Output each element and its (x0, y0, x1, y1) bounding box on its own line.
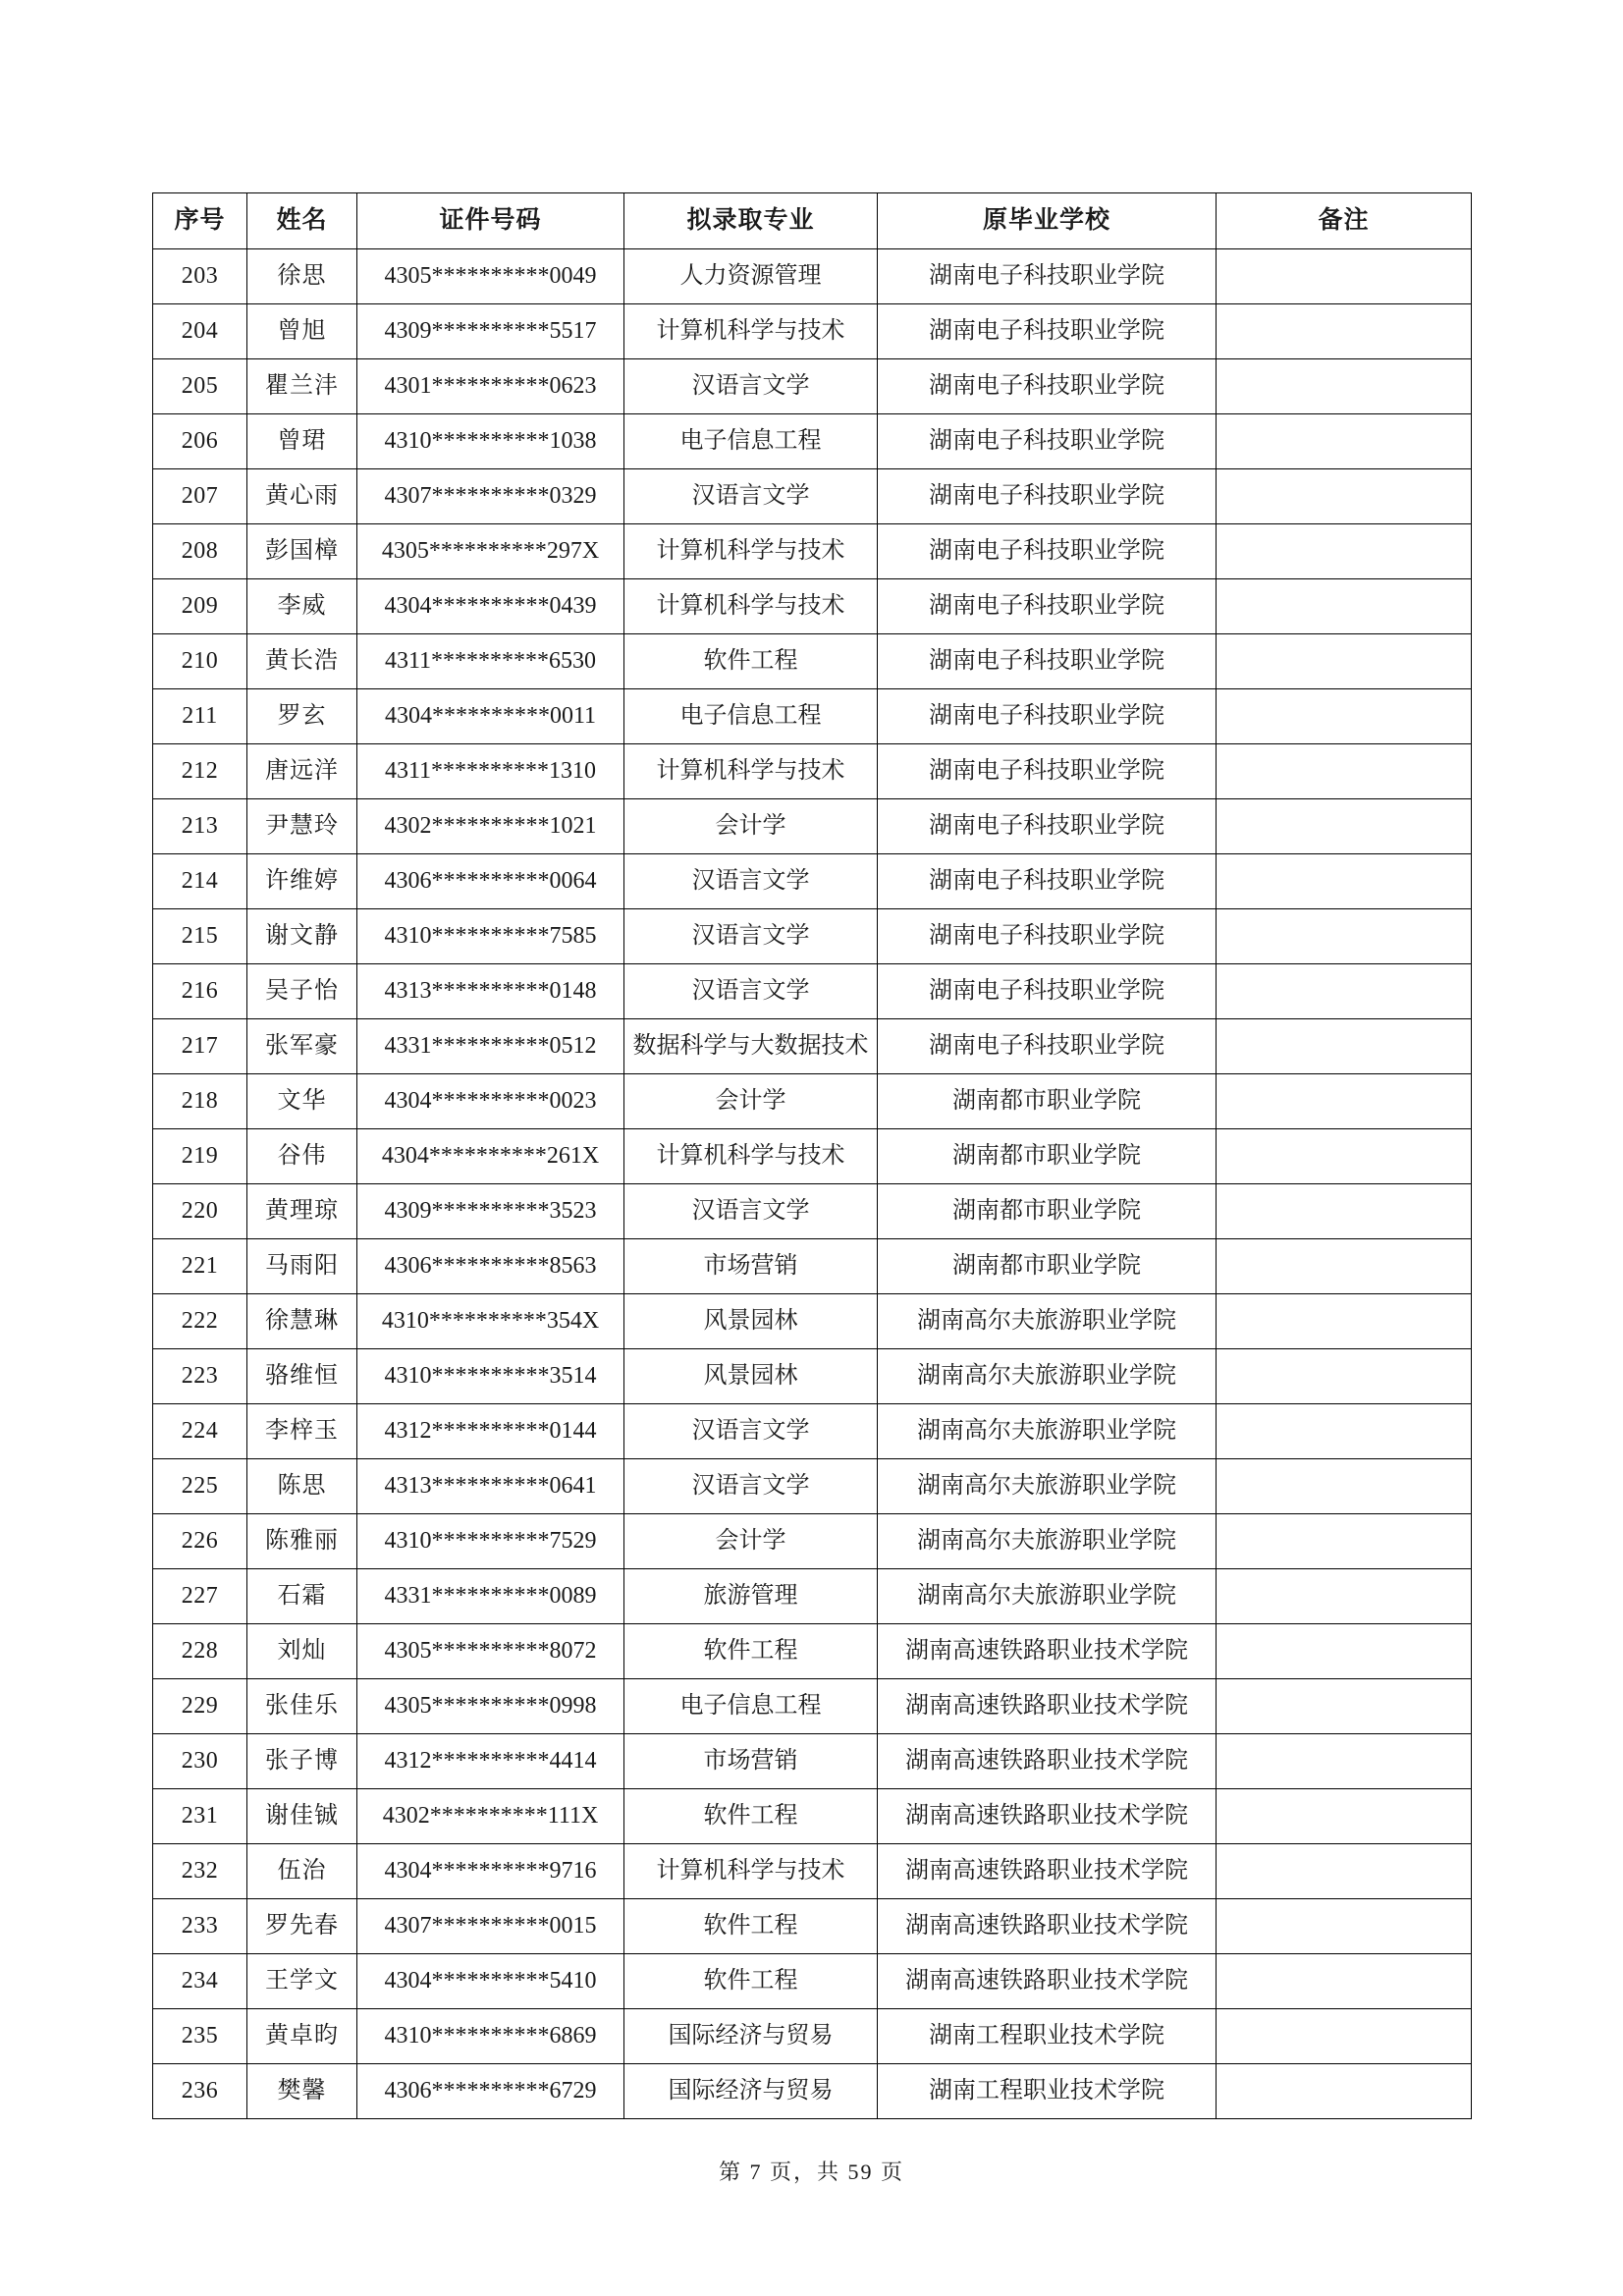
row-major: 人力资源管理 (624, 249, 878, 304)
row-name: 伍治 (247, 1844, 357, 1899)
row-remark (1217, 359, 1472, 414)
row-name: 谢佳铖 (247, 1789, 357, 1844)
row-remark (1217, 1899, 1472, 1954)
row-school: 湖南电子科技职业学院 (878, 249, 1217, 304)
row-major: 国际经济与贸易 (624, 2009, 878, 2064)
row-school: 湖南电子科技职业学院 (878, 469, 1217, 524)
row-name: 尹慧玲 (247, 799, 357, 854)
row-sequence: 211 (153, 689, 247, 744)
row-name: 许维婷 (247, 854, 357, 909)
row-sequence: 220 (153, 1184, 247, 1239)
row-id-number: 4301**********0623 (357, 359, 624, 414)
row-remark (1217, 579, 1472, 634)
row-school: 湖南工程职业技术学院 (878, 2009, 1217, 2064)
row-id-number: 4313**********0641 (357, 1459, 624, 1514)
row-major: 会计学 (624, 1514, 878, 1569)
table-row (153, 1019, 1472, 1074)
row-remark (1217, 1239, 1472, 1294)
row-id-number: 4309**********5517 (357, 304, 624, 359)
row-sequence: 226 (153, 1514, 247, 1569)
row-remark (1217, 964, 1472, 1019)
row-id-number: 4304**********0011 (357, 689, 624, 744)
row-remark (1217, 1074, 1472, 1129)
table-header-row (153, 193, 1472, 249)
row-school: 湖南工程职业技术学院 (878, 2064, 1217, 2119)
row-school: 湖南高尔夫旅游职业学院 (878, 1349, 1217, 1404)
row-sequence: 210 (153, 634, 247, 689)
row-major: 电子信息工程 (624, 689, 878, 744)
table-row (153, 304, 1472, 359)
row-major: 汉语言文学 (624, 854, 878, 909)
row-school: 湖南电子科技职业学院 (878, 744, 1217, 799)
row-id-number: 4312**********0144 (357, 1404, 624, 1459)
row-name: 王学文 (247, 1954, 357, 2009)
row-id-number: 4302**********1021 (357, 799, 624, 854)
row-name: 刘灿 (247, 1624, 357, 1679)
row-remark (1217, 1844, 1472, 1899)
table-row (153, 689, 1472, 744)
row-major: 会计学 (624, 1074, 878, 1129)
row-sequence: 223 (153, 1349, 247, 1404)
table-row (153, 524, 1472, 579)
table-row (153, 744, 1472, 799)
row-sequence: 205 (153, 359, 247, 414)
row-id-number: 4306**********0064 (357, 854, 624, 909)
row-sequence: 222 (153, 1294, 247, 1349)
row-id-number: 4304**********9716 (357, 1844, 624, 1899)
row-remark (1217, 689, 1472, 744)
row-remark (1217, 1404, 1472, 1459)
row-remark (1217, 1569, 1472, 1624)
row-sequence: 230 (153, 1734, 247, 1789)
row-sequence: 221 (153, 1239, 247, 1294)
row-name: 骆维恒 (247, 1349, 357, 1404)
row-name: 罗玄 (247, 689, 357, 744)
row-id-number: 4310**********354X (357, 1294, 624, 1349)
row-school: 湖南电子科技职业学院 (878, 909, 1217, 964)
row-name: 李梓玉 (247, 1404, 357, 1459)
table-row (153, 1074, 1472, 1129)
row-sequence: 216 (153, 964, 247, 1019)
row-sequence: 224 (153, 1404, 247, 1459)
row-remark (1217, 249, 1472, 304)
row-remark (1217, 2064, 1472, 2119)
row-major: 计算机科学与技术 (624, 304, 878, 359)
row-school: 湖南电子科技职业学院 (878, 689, 1217, 744)
row-sequence: 236 (153, 2064, 247, 2119)
table-row (153, 1954, 1472, 2009)
column-header-sequence: 序号 (153, 193, 247, 249)
row-sequence: 212 (153, 744, 247, 799)
row-sequence: 235 (153, 2009, 247, 2064)
row-school: 湖南都市职业学院 (878, 1129, 1217, 1184)
row-remark (1217, 1129, 1472, 1184)
row-remark (1217, 909, 1472, 964)
row-remark (1217, 1294, 1472, 1349)
row-major: 市场营销 (624, 1734, 878, 1789)
row-school: 湖南都市职业学院 (878, 1184, 1217, 1239)
row-name: 谷伟 (247, 1129, 357, 1184)
row-id-number: 4305**********0998 (357, 1679, 624, 1734)
table-row (153, 1129, 1472, 1184)
row-school: 湖南高速铁路职业技术学院 (878, 1734, 1217, 1789)
row-id-number: 4309**********3523 (357, 1184, 624, 1239)
table-row (153, 1459, 1472, 1514)
table-row (153, 469, 1472, 524)
row-sequence: 227 (153, 1569, 247, 1624)
row-remark (1217, 1184, 1472, 1239)
row-id-number: 4311**********1310 (357, 744, 624, 799)
column-header-school: 原毕业学校 (878, 193, 1217, 249)
table-row (153, 634, 1472, 689)
row-major: 软件工程 (624, 1899, 878, 1954)
admission-roster-table (152, 192, 1472, 2119)
row-remark (1217, 1679, 1472, 1734)
row-major: 数据科学与大数据技术 (624, 1019, 878, 1074)
row-school: 湖南高尔夫旅游职业学院 (878, 1569, 1217, 1624)
row-id-number: 4306**********8563 (357, 1239, 624, 1294)
row-sequence: 206 (153, 414, 247, 469)
row-school: 湖南高速铁路职业技术学院 (878, 1844, 1217, 1899)
table-row (153, 1789, 1472, 1844)
row-major: 计算机科学与技术 (624, 524, 878, 579)
row-sequence: 225 (153, 1459, 247, 1514)
row-remark (1217, 1459, 1472, 1514)
row-remark (1217, 744, 1472, 799)
row-school: 湖南电子科技职业学院 (878, 524, 1217, 579)
table-row (153, 1404, 1472, 1459)
row-remark (1217, 1019, 1472, 1074)
table-row (153, 1844, 1472, 1899)
row-school: 湖南电子科技职业学院 (878, 579, 1217, 634)
row-id-number: 4307**********0329 (357, 469, 624, 524)
row-name: 樊馨 (247, 2064, 357, 2119)
row-school: 湖南电子科技职业学院 (878, 1019, 1217, 1074)
table-row (153, 1184, 1472, 1239)
row-id-number: 4307**********0015 (357, 1899, 624, 1954)
page-number-label: 第 7 页，共 59 页 (718, 2159, 904, 2184)
row-name: 马雨阳 (247, 1239, 357, 1294)
table-row (153, 799, 1472, 854)
row-remark (1217, 1624, 1472, 1679)
row-major: 风景园林 (624, 1294, 878, 1349)
row-remark (1217, 2009, 1472, 2064)
row-id-number: 4310**********7529 (357, 1514, 624, 1569)
row-remark (1217, 469, 1472, 524)
row-major: 计算机科学与技术 (624, 744, 878, 799)
row-sequence: 215 (153, 909, 247, 964)
table-row (153, 414, 1472, 469)
row-id-number: 4305**********8072 (357, 1624, 624, 1679)
row-school: 湖南都市职业学院 (878, 1074, 1217, 1129)
row-major: 软件工程 (624, 1954, 878, 2009)
row-sequence: 219 (153, 1129, 247, 1184)
table-row (153, 579, 1472, 634)
row-major: 旅游管理 (624, 1569, 878, 1624)
row-sequence: 213 (153, 799, 247, 854)
row-remark (1217, 1734, 1472, 1789)
row-school: 湖南高速铁路职业技术学院 (878, 1954, 1217, 2009)
row-remark (1217, 1514, 1472, 1569)
table-row (153, 2009, 1472, 2064)
row-school: 湖南电子科技职业学院 (878, 304, 1217, 359)
row-school: 湖南高速铁路职业技术学院 (878, 1624, 1217, 1679)
row-name: 文华 (247, 1074, 357, 1129)
table-row (153, 1514, 1472, 1569)
table-row (153, 1679, 1472, 1734)
row-sequence: 217 (153, 1019, 247, 1074)
row-school: 湖南高速铁路职业技术学院 (878, 1789, 1217, 1844)
row-major: 软件工程 (624, 1789, 878, 1844)
column-header-id-number: 证件号码 (357, 193, 624, 249)
row-id-number: 4311**********6530 (357, 634, 624, 689)
table-row (153, 2064, 1472, 2119)
row-name: 张佳乐 (247, 1679, 357, 1734)
row-sequence: 214 (153, 854, 247, 909)
table-row (153, 909, 1472, 964)
row-sequence: 234 (153, 1954, 247, 2009)
row-school: 湖南高尔夫旅游职业学院 (878, 1514, 1217, 1569)
table-row (153, 1899, 1472, 1954)
row-id-number: 4305**********297X (357, 524, 624, 579)
row-id-number: 4302**********111X (357, 1789, 624, 1844)
row-major: 软件工程 (624, 634, 878, 689)
row-id-number: 4305**********0049 (357, 249, 624, 304)
row-major: 风景园林 (624, 1349, 878, 1404)
table-body (153, 249, 1472, 2119)
row-name: 唐远洋 (247, 744, 357, 799)
roster-table-container (152, 192, 1471, 2119)
row-id-number: 4310**********3514 (357, 1349, 624, 1404)
row-school: 湖南高尔夫旅游职业学院 (878, 1404, 1217, 1459)
column-header-major: 拟录取专业 (624, 193, 878, 249)
table-row (153, 249, 1472, 304)
row-major: 计算机科学与技术 (624, 579, 878, 634)
row-school: 湖南都市职业学院 (878, 1239, 1217, 1294)
row-major: 汉语言文学 (624, 964, 878, 1019)
row-school: 湖南高尔夫旅游职业学院 (878, 1459, 1217, 1514)
row-major: 汉语言文学 (624, 1459, 878, 1514)
row-name: 谢文静 (247, 909, 357, 964)
row-major: 电子信息工程 (624, 414, 878, 469)
row-remark (1217, 799, 1472, 854)
row-school: 湖南高速铁路职业技术学院 (878, 1679, 1217, 1734)
row-name: 李威 (247, 579, 357, 634)
table-header (153, 193, 1472, 249)
row-id-number: 4331**********0512 (357, 1019, 624, 1074)
row-name: 黄长浩 (247, 634, 357, 689)
row-remark (1217, 854, 1472, 909)
row-major: 汉语言文学 (624, 469, 878, 524)
row-sequence: 232 (153, 1844, 247, 1899)
row-sequence: 233 (153, 1899, 247, 1954)
row-remark (1217, 414, 1472, 469)
row-name: 黄心雨 (247, 469, 357, 524)
row-sequence: 208 (153, 524, 247, 579)
row-sequence: 209 (153, 579, 247, 634)
row-name: 陈雅丽 (247, 1514, 357, 1569)
table-row (153, 964, 1472, 1019)
row-id-number: 4310**********6869 (357, 2009, 624, 2064)
row-name: 张军豪 (247, 1019, 357, 1074)
row-sequence: 231 (153, 1789, 247, 1844)
row-school: 湖南高尔夫旅游职业学院 (878, 1294, 1217, 1349)
column-header-remark: 备注 (1217, 193, 1472, 249)
row-remark (1217, 524, 1472, 579)
row-id-number: 4304**********5410 (357, 1954, 624, 2009)
row-id-number: 4306**********6729 (357, 2064, 624, 2119)
row-major: 汉语言文学 (624, 1404, 878, 1459)
row-id-number: 4304**********0439 (357, 579, 624, 634)
row-sequence: 229 (153, 1679, 247, 1734)
table-row (153, 1624, 1472, 1679)
row-major: 国际经济与贸易 (624, 2064, 878, 2119)
row-major: 软件工程 (624, 1624, 878, 1679)
row-school: 湖南电子科技职业学院 (878, 799, 1217, 854)
row-id-number: 4331**********0089 (357, 1569, 624, 1624)
row-name: 瞿兰沣 (247, 359, 357, 414)
row-name: 黄理琼 (247, 1184, 357, 1239)
table-row (153, 1294, 1472, 1349)
row-school: 湖南电子科技职业学院 (878, 964, 1217, 1019)
table-row (153, 1734, 1472, 1789)
row-name: 张子博 (247, 1734, 357, 1789)
row-sequence: 228 (153, 1624, 247, 1679)
row-name: 徐思 (247, 249, 357, 304)
row-id-number: 4313**********0148 (357, 964, 624, 1019)
row-major: 计算机科学与技术 (624, 1129, 878, 1184)
row-id-number: 4312**********4414 (357, 1734, 624, 1789)
table-row (153, 1239, 1472, 1294)
row-remark (1217, 1349, 1472, 1404)
column-header-name: 姓名 (247, 193, 357, 249)
row-name: 彭国樟 (247, 524, 357, 579)
row-major: 汉语言文学 (624, 1184, 878, 1239)
row-sequence: 218 (153, 1074, 247, 1129)
row-major: 会计学 (624, 799, 878, 854)
row-school: 湖南高速铁路职业技术学院 (878, 1899, 1217, 1954)
row-major: 汉语言文学 (624, 909, 878, 964)
row-id-number: 4310**********1038 (357, 414, 624, 469)
row-name: 吴子怡 (247, 964, 357, 1019)
table-row (153, 1349, 1472, 1404)
table-row (153, 1569, 1472, 1624)
row-major: 电子信息工程 (624, 1679, 878, 1734)
row-school: 湖南电子科技职业学院 (878, 854, 1217, 909)
row-remark (1217, 304, 1472, 359)
row-sequence: 203 (153, 249, 247, 304)
row-name: 陈思 (247, 1459, 357, 1514)
row-remark (1217, 1789, 1472, 1844)
row-name: 石霜 (247, 1569, 357, 1624)
row-sequence: 204 (153, 304, 247, 359)
row-name: 罗先春 (247, 1899, 357, 1954)
row-major: 汉语言文学 (624, 359, 878, 414)
row-sequence: 207 (153, 469, 247, 524)
row-remark (1217, 1954, 1472, 2009)
row-remark (1217, 634, 1472, 689)
row-major: 计算机科学与技术 (624, 1844, 878, 1899)
row-name: 徐慧琳 (247, 1294, 357, 1349)
row-school: 湖南电子科技职业学院 (878, 634, 1217, 689)
row-id-number: 4304**********261X (357, 1129, 624, 1184)
row-name: 黄卓昀 (247, 2009, 357, 2064)
row-school: 湖南电子科技职业学院 (878, 414, 1217, 469)
row-school: 湖南电子科技职业学院 (878, 359, 1217, 414)
table-row (153, 359, 1472, 414)
row-name: 曾珺 (247, 414, 357, 469)
page-footer (0, 2156, 1623, 2186)
row-major: 市场营销 (624, 1239, 878, 1294)
row-id-number: 4304**********0023 (357, 1074, 624, 1129)
table-row (153, 854, 1472, 909)
row-name: 曾旭 (247, 304, 357, 359)
row-id-number: 4310**********7585 (357, 909, 624, 964)
